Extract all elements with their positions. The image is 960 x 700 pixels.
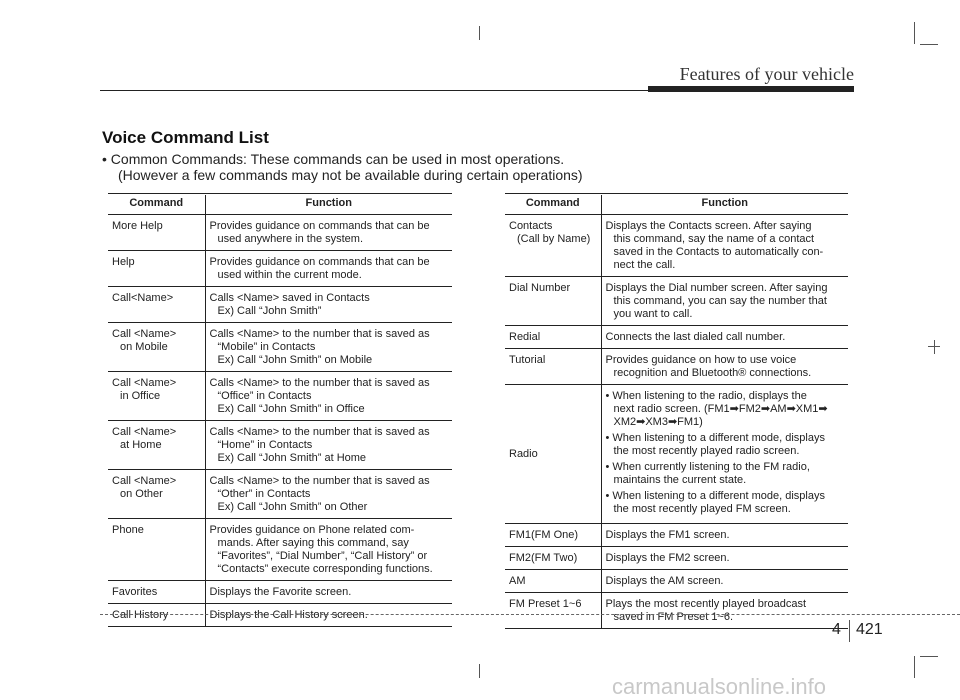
- command-text: on Other: [120, 488, 163, 500]
- command-text: Contacts: [509, 220, 553, 232]
- command-cell: [505, 277, 601, 326]
- function-text: “Office” in Contacts: [217, 390, 312, 402]
- table-row: [108, 470, 452, 519]
- function-cell: [601, 326, 848, 349]
- table-row: [505, 326, 848, 349]
- table-row: [108, 251, 452, 287]
- function-text: mands. After saying this command, say: [217, 537, 409, 549]
- command-text: Call <Name>: [112, 377, 177, 389]
- function-text: Displays the Dial number screen. After saying: [605, 282, 828, 294]
- command-cell: [505, 570, 601, 593]
- function-cell: [205, 323, 452, 372]
- function-text: Displays the FM2 screen.: [605, 552, 730, 564]
- command-cell: [505, 349, 601, 385]
- function-text: “Favorites”, “Dial Number”, “Call History” or: [217, 550, 428, 562]
- crop-mark: [914, 22, 915, 44]
- function-text: nect the call.: [613, 259, 676, 271]
- table-row: [108, 372, 452, 421]
- command-cell: [505, 524, 601, 547]
- crop-mark: [920, 44, 938, 45]
- function-cell: [205, 215, 452, 251]
- crop-mark: [934, 340, 935, 354]
- function-cell: [601, 524, 848, 547]
- command-text: Call <Name>: [112, 426, 177, 438]
- function-cell: [205, 581, 452, 604]
- command-cell: [108, 215, 205, 251]
- command-cell: [108, 421, 205, 470]
- function-text: Plays the most recently played broadcast: [605, 598, 807, 610]
- table-header-row: [505, 195, 848, 215]
- function-text: Provides guidance on how to use voice: [605, 354, 797, 366]
- bullet-text: XM2➡XM3➡FM1): [613, 416, 703, 428]
- table-row: [505, 277, 848, 326]
- command-cell: [108, 519, 205, 581]
- function-cell: [601, 570, 848, 593]
- command-cell: [108, 323, 205, 372]
- function-text: Ex) Call “John Smith”: [217, 305, 322, 317]
- command-cell: [108, 604, 205, 627]
- header-rule: [100, 90, 648, 91]
- command-text: Call<Name>: [112, 292, 174, 304]
- crop-mark: [479, 664, 480, 678]
- function-cell: [205, 287, 452, 323]
- function-cell: [601, 215, 848, 277]
- chapter-number: 4: [832, 621, 841, 638]
- function-cell: [601, 547, 848, 570]
- function-text: Ex) Call “John Smith” in Office: [217, 403, 365, 415]
- crop-mark: [914, 656, 915, 678]
- command-text: Favorites: [112, 586, 158, 598]
- function-text: saved in the Contacts to automatically con-: [613, 246, 824, 258]
- function-text: “Mobile” in Contacts: [217, 341, 316, 353]
- command-text: Call History: [112, 609, 169, 621]
- section-title: Voice Command List: [102, 128, 269, 147]
- table-top-rule: [505, 193, 848, 194]
- command-cell: [505, 215, 601, 277]
- intro-text: [102, 151, 583, 183]
- function-text: Calls <Name> saved in Contacts: [209, 292, 370, 304]
- bullet-text: the most recently played radio screen.: [613, 445, 800, 457]
- crop-mark: [479, 26, 480, 40]
- function-text: Ex) Call “John Smith” at Home: [217, 452, 367, 464]
- bullet-text: next radio screen. (FM1➡FM2➡AM➡XM1➡: [613, 403, 828, 415]
- command-text: Redial: [509, 331, 541, 343]
- column-header-command: Command: [505, 195, 601, 215]
- table-row: [108, 287, 452, 323]
- command-cell: [505, 326, 601, 349]
- command-text: (Call by Name): [517, 233, 591, 245]
- command-text: in Office: [120, 390, 161, 402]
- table-row: [108, 215, 452, 251]
- function-cell: [601, 593, 848, 629]
- function-cell: [601, 385, 848, 524]
- function-cell: [205, 251, 452, 287]
- table-row: [505, 349, 848, 385]
- command-cell: [505, 593, 601, 629]
- table-header-row: [108, 195, 452, 215]
- function-text: this command, say the name of a contact: [613, 233, 815, 245]
- function-text: used anywhere in the system.: [217, 233, 364, 245]
- header-rule-thick: [648, 86, 854, 92]
- function-cell: [205, 519, 452, 581]
- bullet-text: the most recently played FM screen.: [613, 503, 791, 515]
- command-text: Tutorial: [509, 354, 546, 366]
- table-row: [505, 547, 848, 570]
- function-text: Provides guidance on commands that can be: [209, 256, 430, 268]
- function-text: used within the current mode.: [217, 269, 362, 281]
- function-text: Displays the Call History screen.: [209, 609, 368, 621]
- bullet-text: • When listening to the radio, displays the: [605, 390, 807, 402]
- function-text: “Home” in Contacts: [217, 439, 313, 451]
- table-row: [505, 215, 848, 277]
- command-text: FM1(FM One): [509, 529, 579, 541]
- function-text: Provides guidance on Phone related com-: [209, 524, 415, 536]
- bullet-text: • When listening to a different mode, displays: [605, 432, 825, 444]
- bullet-text: maintains the current state.: [613, 474, 747, 486]
- column-header-function: Function: [205, 195, 452, 215]
- function-text: Provides guidance on commands that can be: [209, 220, 430, 232]
- right-command-table: [505, 195, 848, 629]
- table-top-rule: [108, 193, 452, 194]
- function-text: Ex) Call “John Smith” on Other: [217, 501, 368, 513]
- command-cell: [505, 547, 601, 570]
- function-cell: [601, 349, 848, 385]
- table-row: [505, 385, 848, 524]
- command-text: Phone: [112, 524, 144, 536]
- function-text: this command, you can say the number that: [613, 295, 827, 307]
- command-text: Help: [112, 256, 135, 268]
- command-text: AM: [509, 575, 526, 587]
- function-text: Calls <Name> to the number that is saved as: [209, 475, 430, 487]
- function-text: you want to call.: [613, 308, 693, 320]
- table-row: [505, 524, 848, 547]
- function-cell: [205, 470, 452, 519]
- command-text: FM2(FM Two): [509, 552, 578, 564]
- left-command-table: [108, 195, 452, 627]
- function-text: Calls <Name> to the number that is saved as: [209, 426, 430, 438]
- function-text: Calls <Name> to the number that is saved as: [209, 328, 430, 340]
- table-row: [505, 593, 848, 629]
- table-row: [505, 570, 848, 593]
- function-text: Displays the Favorite screen.: [209, 586, 352, 598]
- command-text: on Mobile: [120, 341, 168, 353]
- command-text: Call <Name>: [112, 328, 177, 340]
- function-cell: [205, 372, 452, 421]
- function-text: Displays the Contacts screen. After saying: [605, 220, 812, 232]
- function-cell: [205, 421, 452, 470]
- column-header-command: Command: [108, 195, 205, 215]
- footer-dashed-rule: [100, 614, 960, 615]
- command-text: FM Preset 1~6: [509, 598, 582, 610]
- table-row: [108, 421, 452, 470]
- table-row: [108, 519, 452, 581]
- command-cell: [108, 372, 205, 421]
- page-number-divider: [849, 620, 850, 642]
- chapter-header-title: Features of your vehicle: [679, 64, 854, 84]
- function-cell: [601, 277, 848, 326]
- function-text: saved in FM Preset 1~6.: [613, 611, 734, 623]
- command-text: Call <Name>: [112, 475, 177, 487]
- command-cell: [505, 385, 601, 524]
- bullet-text: • When listening to a different mode, displays: [605, 490, 825, 502]
- function-text: Displays the AM screen.: [605, 575, 724, 587]
- watermark: carmanualsonline.info: [612, 674, 827, 699]
- command-cell: [108, 287, 205, 323]
- bullet-item: [606, 432, 845, 458]
- command-text: Radio: [509, 448, 538, 460]
- bullet-item: [606, 390, 845, 429]
- command-cell: [108, 581, 205, 604]
- bullet-item: [606, 461, 845, 487]
- function-text: “Other” in Contacts: [217, 488, 311, 500]
- column-header-function: Function: [601, 195, 848, 215]
- function-text: “Contacts” execute corresponding functions.: [217, 563, 433, 575]
- function-text: Calls <Name> to the number that is saved as: [209, 377, 430, 389]
- function-text: Ex) Call “John Smith” on Mobile: [217, 354, 373, 366]
- function-text: recognition and Bluetooth® connections.: [613, 367, 812, 379]
- intro-line-2: (However a few commands may not be available during certain operations): [118, 167, 583, 183]
- command-text: Dial Number: [509, 282, 571, 294]
- table-row: [108, 323, 452, 372]
- crop-mark: [920, 656, 938, 657]
- bullet-item: [606, 490, 845, 516]
- command-text: More Help: [112, 220, 163, 232]
- command-cell: [108, 251, 205, 287]
- function-text: Displays the FM1 screen.: [605, 529, 730, 541]
- table-row: [108, 581, 452, 604]
- function-text: Connects the last dialed call number.: [605, 331, 786, 343]
- command-cell: [108, 470, 205, 519]
- table-row: [108, 604, 452, 627]
- bullet-text: • When currently listening to the FM radio,: [605, 461, 810, 473]
- function-cell: [205, 604, 452, 627]
- command-text: at Home: [120, 439, 162, 451]
- intro-line-1: • Common Commands: These commands can be used in most operations.: [102, 151, 565, 167]
- page-number: 421: [856, 621, 883, 638]
